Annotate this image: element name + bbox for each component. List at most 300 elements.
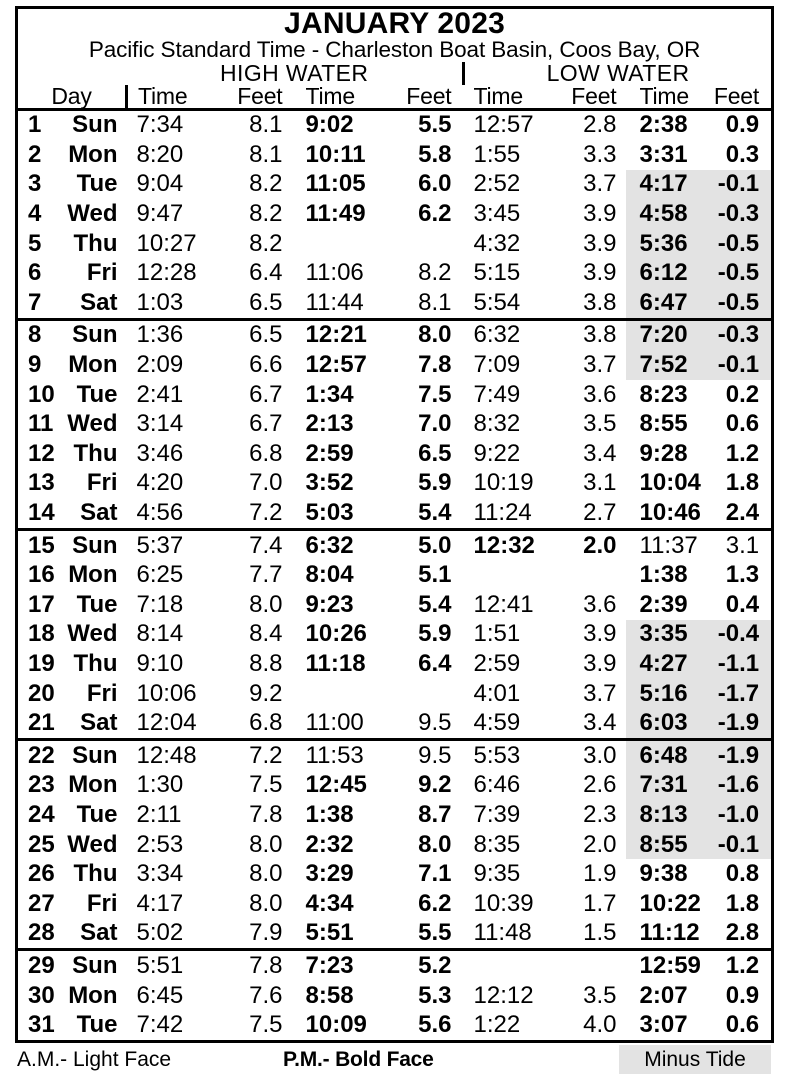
low-water-feet-2: 2.8 [708,919,773,950]
low-water-time-1: 7:09 [473,351,521,379]
table-row [17,859,773,889]
high-water-feet-2: 5.5 [386,919,464,950]
high-water-time-1: 3:34 [136,860,184,888]
low-water-time-2: 4:27 [626,649,708,679]
low-water-feet-2: 1.8 [725,889,760,917]
tide-table [15,6,774,1043]
day-name: Mon [68,140,118,168]
high-water-feet-1: 8.0 [249,830,283,858]
high-water-time-1: 4:20 [136,469,184,497]
table-row [17,800,773,830]
low-water-feet-2: -0.3 [708,319,773,350]
high-water-time-2: 2:59 [305,439,354,467]
high-water-feet-2: 8.0 [418,321,452,349]
high-water-feet-2: 6.5 [418,439,452,467]
low-water-time-2: 2:07 [639,981,688,1009]
high-water-feet-2: 5.9 [418,620,452,648]
low-water-time-1: 8:32 [473,410,521,438]
high-water-time-2: 5:03 [292,498,386,529]
high-water-feet-2: 8.2 [418,259,452,287]
low-water-feet-1: 3.7 [583,351,617,379]
high-water-time-1: 6:45 [136,981,184,1009]
low-water-time-1: 10:19 [473,469,534,497]
high-water-feet-2: 9.5 [418,741,452,769]
low-water-feet-2: -1.9 [708,739,773,770]
high-water-feet-2: 9.5 [386,708,464,739]
high-water-feet-2: 6.0 [418,170,452,198]
high-water-time-1: 2:11 [136,800,182,828]
low-water-feet-2: -1.1 [708,649,773,679]
low-water-time-1: 2:59 [473,649,521,677]
high-water-feet-1: 7.9 [213,919,292,950]
low-water-time-2: 1:38 [639,561,688,589]
low-water-feet-2: 0.2 [725,380,760,408]
high-water-time-2: 10:26 [305,620,367,648]
low-water-time-1: 12:32 [473,531,535,559]
low-water-time-2: 10:22 [639,889,701,917]
low-water-time-2: 4:58 [626,199,708,229]
title-row [17,8,773,40]
day-number: 7 [17,288,63,319]
low-water-feet-2: 1.3 [725,561,760,589]
low-water-time-2: 6:47 [626,288,708,319]
day-number: 6 [28,259,42,287]
high-water-time-2: 11:06 [305,259,364,287]
day-name: Sun [72,111,118,139]
table-row [17,830,773,860]
high-water-time-1: 10:27 [136,229,197,257]
low-water-time-1: 1:22 [473,1011,521,1039]
day-name: Thu [73,229,118,257]
high-water-time-2: 2:32 [305,830,354,858]
page-subtitle: Pacific Standard Time - Charleston Boat Basin, Coos Bay, OR [88,37,701,62]
high-water-feet-1: 7.8 [249,951,283,979]
low-water-time-1: 12:12 [473,981,534,1009]
low-water-time-1: 6:32 [473,321,521,349]
high-water-feet-2: 8.0 [418,830,452,858]
low-water-time-2: 10:04 [639,469,701,497]
low-water-feet-1: 1.7 [583,889,617,917]
high-water-time-1: 1:36 [136,321,184,349]
low-water-time-1: 5:15 [473,259,521,287]
column-header-day: Day [17,85,127,110]
day-name: Thu [73,649,118,677]
day-name: Mon [68,561,118,589]
low-water-time-2: 7:52 [626,350,708,380]
day-number: 12 [28,439,55,467]
high-water-time-2: 3:52 [305,469,354,497]
high-water-feet-1: 6.7 [249,410,283,438]
day-name: Fri [86,679,118,707]
table-row [17,679,773,709]
day-number: 1 [28,111,42,139]
low-water-feet-1: 3.4 [550,708,626,739]
high-water-feet-2: 5.0 [418,531,452,559]
high-water-time-2: 9:02 [305,111,354,139]
high-water-feet-2: 5.2 [418,951,452,979]
high-water-time-1: 10:06 [136,679,197,707]
low-water-feet-2: 0.9 [725,111,760,139]
high-water-feet-1: 8.0 [249,889,283,917]
day-number: 27 [28,889,55,917]
high-water-feet-1: 8.2 [249,200,283,228]
low-water-feet-2: -0.1 [708,830,773,860]
low-water-feet-1: 3.8 [583,321,617,349]
low-water-feet-1: 3.6 [583,380,617,408]
low-water-time-2: 7:31 [626,771,708,801]
low-water-time-1: 2:52 [473,170,521,198]
low-water-time-2: 4:17 [626,170,708,200]
low-water-time-2: 2:38 [639,111,688,139]
high-water-time-1: 2:09 [136,351,184,379]
high-water-feet-1: 7.8 [249,800,283,828]
high-water-time-2 [292,679,386,709]
high-water-feet-2: 5.3 [418,981,452,1009]
high-water-time-2: 4:34 [305,889,354,917]
high-water-time-1: 4:17 [136,889,184,917]
high-water-feet-1: 8.2 [249,170,283,198]
high-water-feet-1: 8.0 [249,590,283,618]
high-water-feet-2: 6.2 [418,200,452,228]
table-row [17,590,773,620]
low-water-feet-1: 3.9 [583,229,617,257]
high-water-time-1: 5:51 [136,951,184,979]
table-row [17,439,773,469]
high-water-time-2: 12:21 [305,321,367,349]
low-water-time-1: 1:51 [473,620,521,648]
low-water-feet-1: 2.0 [583,531,617,559]
high-water-time-2: 11:49 [305,200,366,228]
day-number: 15 [28,531,55,559]
low-water-feet-2: -0.5 [708,288,773,319]
day-name: Sat [63,498,127,529]
high-water-feet-1: 7.2 [249,741,283,769]
low-water-time-2: 10:46 [626,498,708,529]
low-water-time-2: 6:48 [626,739,708,770]
low-water-time-2: 5:36 [626,229,708,259]
high-water-time-2: 3:29 [305,860,354,888]
low-water-time-1 [464,560,550,590]
table-row [17,380,773,410]
high-water-time-1: 4:56 [127,498,213,529]
high-water-time-2: 8:58 [305,981,354,1009]
day-number: 23 [28,771,55,799]
high-water-time-1: 2:53 [136,830,184,858]
table-row [17,109,773,140]
high-water-time-1: 12:28 [136,259,197,287]
low-water-feet-2: -1.9 [708,708,773,739]
day-name: Fri [86,259,118,287]
low-water-feet-1: 3.9 [583,620,617,648]
low-water-time-2: 6:12 [626,258,708,288]
low-water-time-2: 12:59 [639,951,701,979]
high-water-time-1: 12:48 [136,741,197,769]
low-water-time-2: 8:55 [639,410,688,438]
low-water-time-2: 2:39 [639,590,688,618]
high-water-feet-1: 7.7 [249,561,283,589]
high-water-time-1: 12:04 [127,708,213,739]
high-water-feet-2: 8.1 [386,288,464,319]
legend-am-light-face: A.M.- Light Face [17,1047,172,1071]
day-number: 10 [28,380,55,408]
low-water-feet-2: -0.5 [708,258,773,288]
low-water-time-2: 8:55 [626,830,708,860]
day-number: 11 [28,410,54,438]
day-number: 29 [28,951,55,979]
high-water-feet-1: 8.1 [249,111,283,139]
day-name: Wed [67,830,118,858]
high-water-feet-2: 5.4 [386,498,464,529]
column-header-low-time-2: Time [626,85,708,110]
day-name: Sun [72,741,118,769]
day-number: 18 [28,620,55,648]
day-name: Wed [67,620,118,648]
high-water-feet-1: 6.6 [249,351,283,379]
table-row [17,889,773,919]
high-water-time-1: 8:20 [136,140,184,168]
low-water-feet-1: 3.9 [583,200,617,228]
day-number: 30 [28,981,55,1009]
low-water-time-1: 3:45 [473,200,521,228]
high-water-feet-1: 8.0 [249,860,283,888]
low-water-feet-1: 3.7 [583,679,617,707]
low-water-feet-1: 3.6 [583,590,617,618]
low-water-feet-2: -1.7 [708,679,773,709]
high-water-feet-1: 7.0 [249,469,283,497]
low-water-time-2: 3:31 [639,140,688,168]
table-row [17,1010,773,1041]
low-water-feet-2: 1.2 [725,951,760,979]
table-row [17,469,773,499]
low-water-feet-1: 3.9 [583,259,617,287]
day-number: 14 [17,498,63,529]
low-water-time-1: 4:32 [473,229,521,257]
low-water-feet-2: -0.4 [708,620,773,650]
table-row [17,258,773,288]
day-number: 24 [28,800,55,828]
low-water-feet-1: 3.9 [583,649,617,677]
low-water-time-1: 4:01 [473,679,521,707]
day-name: Thu [73,860,118,888]
column-header-low-time-1: Time [464,85,550,110]
day-name: Tue [76,1011,118,1039]
high-water-time-1: 5:02 [127,919,213,950]
low-water-feet-1: 1.9 [583,860,617,888]
high-water-time-1: 2:41 [136,380,184,408]
low-water-feet-2: 0.4 [725,590,760,618]
table-row [17,229,773,259]
day-number: 21 [17,708,63,739]
day-name: Tue [76,590,118,618]
low-water-feet-1 [550,560,626,590]
high-water-feet-2: 5.8 [418,140,452,168]
day-name: Thu [73,439,118,467]
high-water-time-1: 9:47 [136,200,184,228]
day-number: 9 [28,351,42,379]
high-water-feet-1: 6.5 [213,288,292,319]
table-row [17,199,773,229]
column-header-high-time-1: Time [127,85,213,110]
table-row [17,919,773,950]
high-water-feet-1: 8.4 [249,620,283,648]
day-name: Tue [76,800,118,828]
day-name: Sun [72,321,118,349]
high-water-feet-1: 7.5 [249,771,283,799]
high-water-time-1: 5:37 [136,531,184,559]
day-number: 26 [28,860,55,888]
low-water-feet-1: 3.5 [583,981,617,1009]
day-name: Mon [68,981,118,1009]
high-water-time-2: 1:34 [305,380,354,408]
low-water-time-2: 6:03 [626,708,708,739]
low-water-time-1: 9:35 [473,860,521,888]
day-number: 31 [28,1011,55,1039]
high-water-time-1: 3:14 [136,410,184,438]
day-number: 25 [28,830,55,858]
day-number: 20 [28,679,55,707]
high-water-time-2 [292,229,386,259]
high-water-feet-1: 8.8 [249,649,283,677]
high-water-time-2: 6:32 [305,531,354,559]
low-water-time-2: 9:28 [639,439,688,467]
low-water-time-2: 11:37 [639,531,698,559]
high-water-time-1: 1:30 [136,771,184,799]
low-water-feet-2: -0.5 [708,229,773,259]
low-water-feet-1: 3.1 [583,469,617,497]
high-water-time-2: 10:11 [305,140,366,168]
low-water-feet-1: 3.8 [550,288,626,319]
group-header-low-water: LOW WATER [546,59,690,86]
low-water-time-2: 7:20 [626,319,708,350]
low-water-feet-1: 4.0 [583,1011,617,1039]
high-water-feet-2: 5.4 [418,590,452,618]
day-number: 28 [17,919,63,950]
high-water-feet-2: 6.4 [418,649,452,677]
day-name: Fri [86,469,118,497]
day-name: Sun [72,531,118,559]
high-water-time-2: 12:45 [305,771,367,799]
high-water-feet-2: 7.1 [418,860,452,888]
low-water-feet-2: -0.1 [708,170,773,200]
table-row [17,170,773,200]
group-header-day-blank [17,62,127,85]
high-water-feet-2 [386,229,464,259]
day-number: 2 [28,140,42,168]
high-water-time-1: 7:34 [136,111,184,139]
high-water-feet-1: 7.2 [213,498,292,529]
low-water-time-2: 8:23 [639,380,688,408]
table-row [17,739,773,770]
high-water-time-2: 7:23 [305,951,354,979]
column-header-high-feet-1: Feet [213,85,292,110]
low-water-feet-1: 2.6 [583,771,617,799]
low-water-time-2: 9:38 [639,860,688,888]
low-water-feet-2: 0.8 [725,860,760,888]
high-water-time-2: 11:00 [292,708,386,739]
table-row [17,560,773,590]
low-water-feet-1: 3.5 [583,410,617,438]
high-water-time-2: 11:05 [305,170,366,198]
high-water-feet-1: 6.5 [249,321,283,349]
table-row [17,708,773,739]
high-water-time-2: 1:38 [305,800,354,828]
day-number: 22 [28,741,55,769]
low-water-time-1: 1:55 [473,140,521,168]
low-water-time-2: 3:07 [639,1011,688,1039]
high-water-time-2: 8:04 [305,561,354,589]
table-row [17,350,773,380]
low-water-time-2: 3:35 [626,620,708,650]
day-name: Mon [68,351,118,379]
high-water-feet-2 [386,679,464,709]
table-row [17,498,773,529]
high-water-feet-2: 6.2 [418,889,452,917]
low-water-time-1: 11:24 [464,498,550,529]
high-water-time-2: 2:13 [305,410,354,438]
table-row [17,288,773,319]
low-water-feet-2: 0.6 [725,410,760,438]
high-water-feet-1: 9.2 [249,679,283,707]
low-water-time-1: 6:46 [473,771,521,799]
day-number: 13 [28,469,55,497]
day-name: Wed [67,200,118,228]
day-number: 3 [28,170,42,198]
high-water-feet-2: 5.5 [418,111,452,139]
low-water-feet-2: 2.4 [708,498,773,529]
low-water-feet-2: 3.1 [725,531,760,559]
page-title: JANUARY 2023 [284,7,505,40]
low-water-feet-1: 2.7 [550,498,626,529]
day-number: 4 [28,200,42,228]
day-name: Sat [63,288,127,319]
high-water-feet-2: 9.2 [418,771,452,799]
high-water-time-2: 5:51 [292,919,386,950]
low-water-time-1: 7:49 [473,380,521,408]
high-water-feet-2: 7.5 [418,380,452,408]
low-water-time-1: 9:22 [473,439,521,467]
table-row [17,319,773,350]
table-row [17,140,773,170]
table-row [17,981,773,1011]
high-water-time-2: 9:23 [305,590,354,618]
low-water-feet-2: -1.6 [708,771,773,801]
low-water-feet-1: 3.0 [583,741,617,769]
low-water-time-2: 8:13 [626,800,708,830]
legend [15,1045,771,1075]
low-water-feet-1 [550,950,626,981]
low-water-feet-1: 2.3 [583,800,617,828]
low-water-feet-2: 0.9 [725,981,760,1009]
group-header-high-water: HIGH WATER [127,62,464,85]
high-water-time-2: 11:44 [292,288,386,319]
day-number: 5 [28,229,42,257]
low-water-time-1: 5:53 [473,741,521,769]
high-water-feet-1: 7.5 [249,1011,283,1039]
high-water-time-1: 1:03 [127,288,213,319]
low-water-feet-1: 2.0 [583,830,617,858]
high-water-feet-2: 7.8 [418,351,452,379]
low-water-feet-2: 0.6 [725,1011,760,1039]
day-name: Wed [67,410,118,438]
column-header-row [17,85,773,110]
high-water-time-1: 9:04 [136,170,184,198]
table-row [17,771,773,801]
high-water-time-1: 7:18 [136,590,184,618]
group-header-row [17,62,773,85]
column-header-high-feet-2: Feet [386,85,464,110]
high-water-feet-2: 8.7 [418,800,452,828]
high-water-feet-2: 5.1 [418,561,452,589]
